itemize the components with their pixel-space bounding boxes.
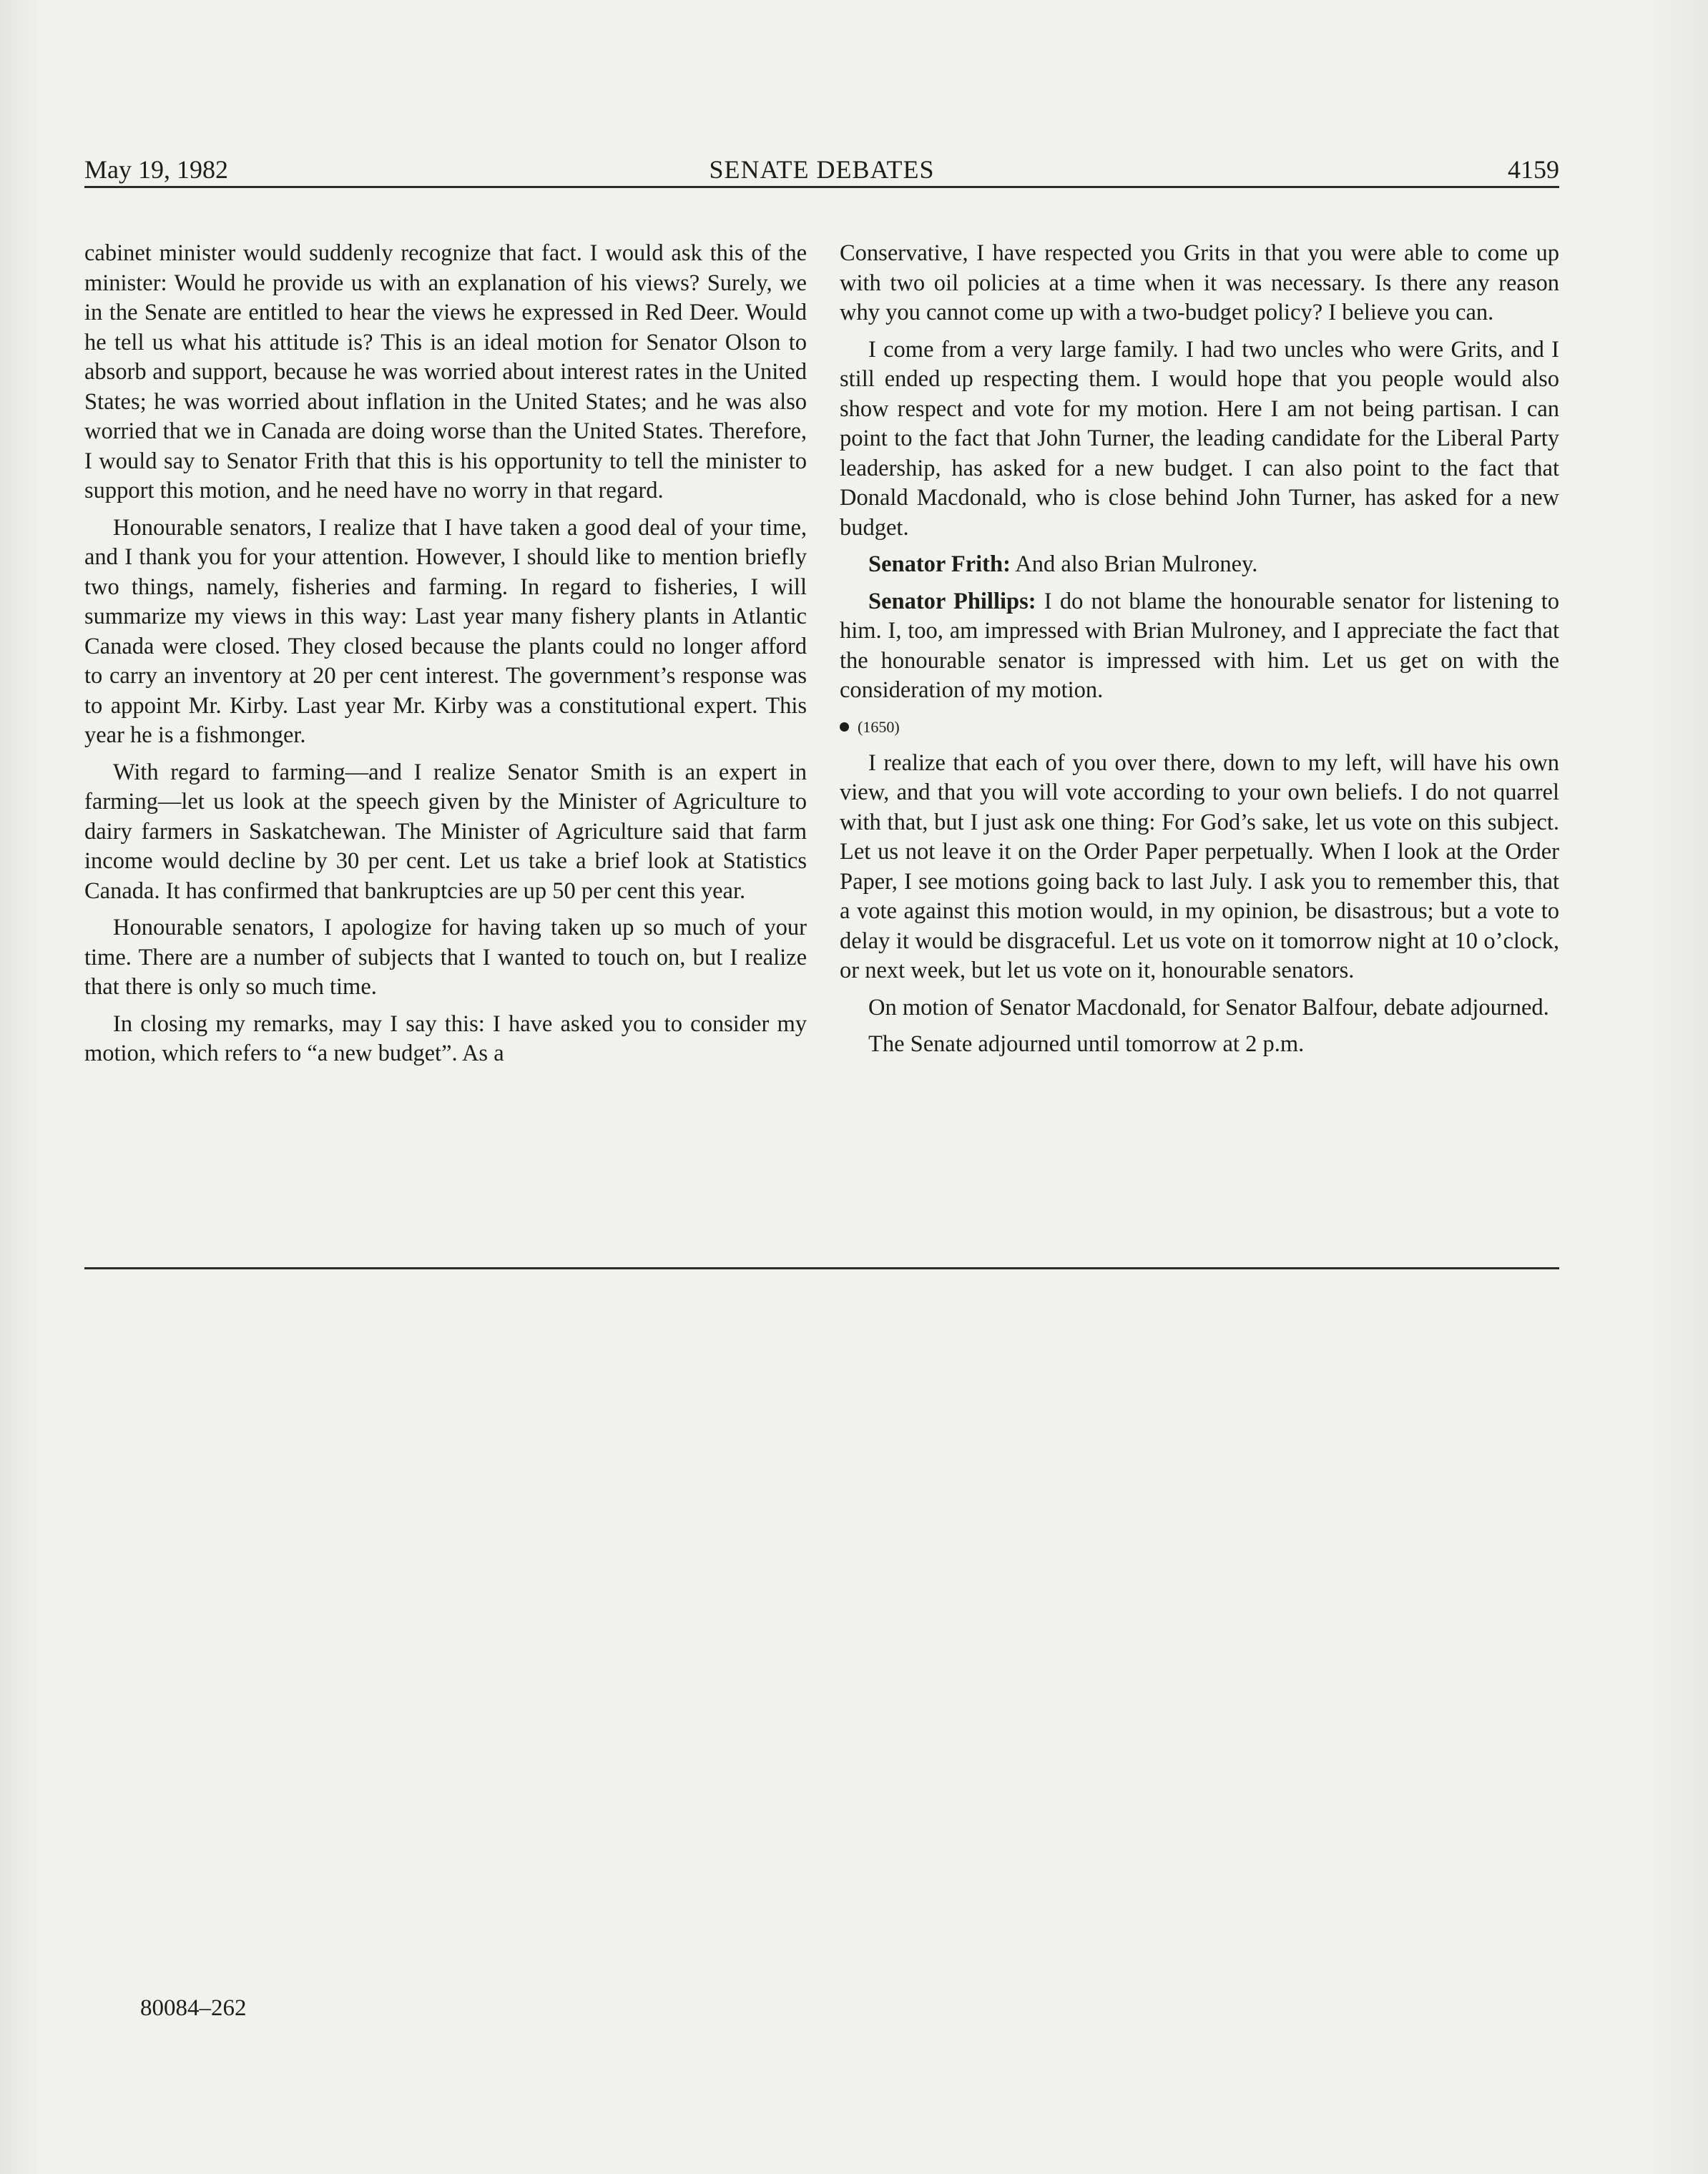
page-number: 4159 xyxy=(1508,155,1559,184)
paragraph: I realize that each of you over there, down to my left, will have his own view, and that you will vote according to your own beliefs. I do not quarrel with that, but I just ask one thing: For God’s sake, let us vote on this subject. Let us not leave it on the Order Paper perpetually. When I look at the Order Paper, I see motions going back to last July. I ask you to remember this, that a vote against this motion would, in my opinion, be disastrous; but a vote to delay it would be disgraceful. Let us vote on it tomorrow night at 10 o’clock, or next week, but let us vote on it, honourable senators. xyxy=(840,749,1559,983)
paragraph: Honourable senators, I realize that I have taken a good deal of your time, and I thank you for your attention. However, I should like to mention briefly two things, namely, fisheries and farming. In regard to fisheries, I will summarize my views in this way: Last year many fishery plants in Atlantic Canada were closed. They closed because the plants could no longer afford to carry an inventory at 20 per cent interest. The government’s response was to appoint Mr. Kirby. Last year Mr. Kirby was a constitutional expert. This year he is a fishmonger. xyxy=(84,514,807,748)
paragraph: Honourable senators, I apologize for having taken up so much of your time. There are a number of subjects that I wanted to touch on, but I realize that there is only so much time. xyxy=(84,915,807,1000)
paragraph: Conservative, I have respected you Grits in that you were able to come up with two oil policies at a time when it was necessary. Is there any reason why you cannot come up with a two-budget policy? I believe you can. xyxy=(840,240,1559,325)
footer-code: 80084–262 xyxy=(140,1995,247,2021)
time-marker xyxy=(840,713,1559,742)
closing-rule xyxy=(84,1267,1559,1269)
left-column xyxy=(84,239,807,1076)
speaker-paragraph xyxy=(840,550,1559,580)
speaker-paragraph xyxy=(840,587,1559,706)
paragraph: I come from a very large family. I had two uncles who were Grits, and I still ended up respecting them. I would hope that you people would also show respect and vote for my motion. Here I am not being partisan. I can point to the fact that John Turner, the leading candidate for the Liberal Party leadership, has asked for a new budget. I can also point to the fact that Donald Macdonald, who is close behind John Turner, has asked for a new budget. xyxy=(840,336,1559,541)
paragraph: On motion of Senator Macdonald, for Senator Balfour, debate adjourned. xyxy=(868,994,1549,1020)
page-header xyxy=(84,152,1559,187)
speaker-name: Senator Frith: xyxy=(868,551,1011,577)
paragraph: With regard to farming—and I realize Senator Smith is an expert in farming—let us look at the speech given by the Minister of Agriculture to dairy farmers in Saskatchewan. The Minister of Agriculture said that farm income would decline by 30 per cent. Let us take a brief look at Statistics Canada. It has confirmed that bankruptcies are up 50 per cent this year. xyxy=(84,759,807,904)
header-title: SENATE DEBATES xyxy=(709,155,935,184)
speaker-name: Senator Phillips: xyxy=(868,588,1036,614)
paragraph: cabinet minister would suddenly recognize that fact. I would ask this of the minister: Would he provide us with an explanation of his views? Surely, we in the Senate are entitled to hear the views he expressed in Red Deer. Would he tell us what his attitude is? This is an ideal motion for Senator Olson to absorb and support, because he was worried about interest rates in the United States; he was worried about inflation in the United States; and he was also worried that we in Canada are doing worse than the United States. Therefore, I would say to Senator Frith that this is his opportunity to tell the minister to support this motion, and he need have no worry in that regard. xyxy=(84,240,807,503)
speech-text: And also Brian Mulroney. xyxy=(1015,551,1258,577)
bullet-icon xyxy=(840,722,849,732)
speech-text: I do not blame the honourable senator for listening to him. I, too, am impressed with Brian Mulroney, and I appreciate the fact that the honourable senator is impressed with him. Let us get on with the consideration of my motion. xyxy=(840,588,1560,703)
right-column xyxy=(840,239,1559,1067)
paragraph: In closing my remarks, may I say this: I have asked you to consider my motion, which refers to “a new budget”. As a xyxy=(84,1010,807,1066)
header-date: May 19, 1982 xyxy=(84,155,228,184)
time-marker-text: (1650) xyxy=(858,717,900,736)
paragraph: The Senate adjourned until tomorrow at 2 p.m. xyxy=(868,1031,1305,1057)
header-rule xyxy=(84,186,1559,188)
